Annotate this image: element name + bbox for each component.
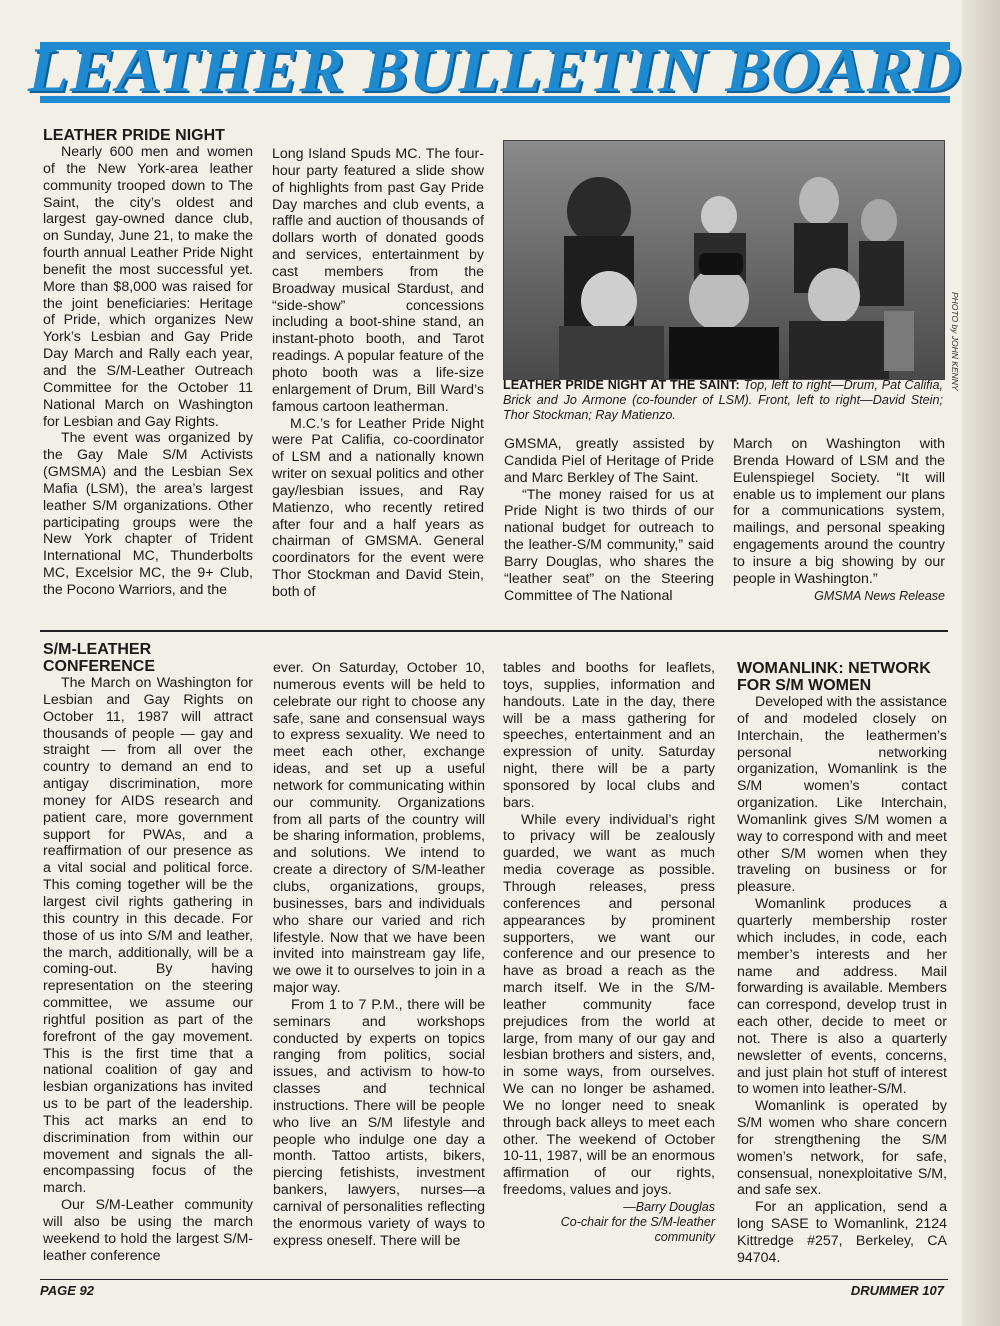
article1-col1-p2: The event was organized by the Gay Male S/M Activists (GMSMA) and the Lesbian Sex Mafia (LSM), the area’s largest leather S/M organizations. Other participating groups were the New York chapter of Trident International MC, Thunderbolts MC, Excelsior MC, the 9+ Club, the Pocono Warriors, and the [43,430,253,598]
group-photo [503,140,945,380]
article2-signature-title: Co-chair for the S/M-leather community [560,1215,715,1244]
article3-p3: Womanlink is operated by S/M women who share concern for strengthening the S/M women’s network, for safe, consensual, nonexploitative S/M, and safe sex. [737,1098,947,1199]
article2-column1 [43,641,253,1265]
article2-col3-p2: While every individual’s right to privacy will be zealously guarded, we want as much media coverage as possible. Through releases, press conferences and personal appearances by prominent supporters, we want our conference and our presence to have as broad a reach as the march itself. We in the S/M-leather community face prejudices from the world at large, from many of our gay and lesbian brothers and sisters, and, in some ways, from ourselves. We can no longer be ashamed. We no longer need to sneak through back alleys to meet each other. The weekend of October 10-11, 1987, will be an enormous affirmation of our rights, freedoms, values and joys. [503,811,715,1199]
article3-heading: WOMANLINK: NETWORK FOR S/M WOMEN [737,660,931,694]
footer-rule [40,1279,948,1280]
caption-text: Top, left to right—Drum, Pat Califia, Brick and Jo Armone (co-founder of LSM). Front, left to right—David Stein; Thor Stockman; Ray Matienzo. [503,378,943,422]
photo-credit: PHOTO by JOHN KENNY [950,292,960,391]
article1-column2 [272,146,484,601]
article2-col1-p1: The March on Washington for Lesbian and Gay Rights on October 11, 1987 will attract thousands of people — gay and straight — from all over the country to demand an end to antigay discrimination, more money for AIDS research and patient care, more government support for PWAs, and a reaffirmation of our presence as a vital social and political force. This coming together will be the largest civil rights gathering in this country in this decade. For those of us into S/M and leather, the march, additionally, will be a coming-out. By having representation on the steering committee, we assume our rightful position as part of the forefront of the gay movement. This is the first time that a national coalition of gay and lesbian organizations has invited us to be part of the leadership. This act marks an end to discrimination from within our movement and signals the all-encompassing focus of the march. [43,675,253,1197]
article2-col2-p1: ever. On Saturday, October 10, numerous events will be held to celebrate our right to choose any safe, sane and consensual ways to express sexuality. We need to meet each other, exchange ideas, and set up a useful network for communicating within our community. Organizations from all parts of the country will be sharing information, problems, and solutions. We intend to create a directory of S/M-leather clubs, organizations, groups, businesses, bars and individuals who share our varied and rich lifestyle. Now that we have been invited into mainstream gay life, we owe it to ourselves to join in a major way. [273,660,485,997]
article1-col4-p1: March on Washington with Brenda Howard of LSM and the Eulenspiegel Society. “It will enable us to implement our plans for a communications system, mailings, and personal speaking engagements around the country to insure a big showing by our people in Washington.” [733,436,945,587]
article1-signature: GMSMA News Release [814,588,945,603]
masthead [27,30,963,108]
article2-col3-p1: tables and booths for leaflets, toys, supplies, information and handouts. Late in the day, there will be a mass gathering for speeches, entertainment and an expression of unity. Saturday night, there will be a party sponsored by local clubs and bars. [503,660,715,811]
caption-bold: LEATHER PRIDE NIGHT AT THE SAINT: [503,378,740,392]
article2-column2 [273,660,485,1250]
article1-col2-p1: Long Island Spuds MC. The four-hour party featured a slide show of highlights from past Gay Pride Day marches and club events, a raffle and auction of thousands of dollars worth of donated goods and services, entertainment by cast members from the Broadway musical Stardust, and “side-show” concessions including a boot-shine stand, an instant-photo booth, and Tarot readings. A popular feature of the photo booth was a life-size enlargement of Drum, Bill Ward’s famous cartoon leatherman. [272,146,484,415]
group-photo-illustration [504,141,944,379]
article2-col1-p2: Our S/M-Leather community will also be using the march weekend to hold the largest S/M-leather conference [43,1197,253,1264]
article3-p2: Womanlink produces a quarterly membership roster which includes, in code, each member’s interests and her name and address. Mail forwarding is available. Members can correspond, develop trust in each other, decide to meet or not. There is also a quarterly newsletter of events, concerns, and just plain hot stuff of interest to women into leather-S/M. [737,896,947,1098]
article3-p1: Developed with the assistance of and modeled closely on Interchain, the leathermen’s personal networking organization, Womanlink is the S/M women’s contact organization. Like Interchain, Womanlink gives S/M women a way to correspond with and meet other S/M women when they traveling on business or for pleasure. [737,694,947,896]
article1-col2-p2: M.C.’s for Leather Pride Night were Pat Califia, co-coordinator of LSM and a nationally known writer on sexual politics and other gay/lesbian issues, and Ray Matienzo, who recently retired after four and a half years as chairman of GMSMA. General coordinators for the event were Thor Stockman and David Stein, both of [272,415,484,600]
article1-col3-p2: “The money raised for us at Pride Night is two thirds of our national budget for outreach to the leather-S/M community,” said Barry Douglas, who shares the “leather seat” on the Steering Committee of The National [504,486,714,604]
section-divider [40,630,948,632]
page-edge-shadow [962,0,1000,1326]
article1-col1-p1: Nearly 600 men and women of the New York-area leather community trooped down to The Saint, the city’s oldest and largest gay-owned dance club, on Sunday, June 21, to make the fourth annual Leather Pride Night benefit the most successful yet. More than $8,000 was raised for the joint beneficiaries: Heritage of Pride, which organizes New York’s Lesbian and Gay Pride Day March and Rally each year, and the S/M-Leather Outreach Committee for the October 11 National March on Washington for Lesbian and Gay Rights. [43,144,253,430]
masthead-title: LEATHER BULLETIN BOARD [27,34,963,105]
footer-page-number: PAGE 92 [40,1283,94,1298]
article2-heading: S/M-LEATHER CONFERENCE [43,641,156,675]
article2-col2-p2: From 1 to 7 P.M., there will be seminars and workshops conducted by experts on topics ranging from politics, social issues, and activism to how-to classes and technical instructions. There will be people who live an S/M lifestyle and people who indulge one day a month. Tattoo artists, bikers, piercing fetishists, investment bankers, lawyers, nurses—a carnival of personalities reflecting the enormous variety of ways to express oneself. There will be [273,996,485,1249]
article2-column3 [503,660,715,1245]
article1-col3-p1: GMSMA, greatly assisted by Candida Piel of Heritage of Pride and Marc Berkley of The Saint. [504,436,714,486]
article1-heading: LEATHER PRIDE NIGHT [43,127,225,144]
article1-column4 [733,436,945,604]
article1-column1 [43,127,253,599]
photo-caption [503,378,943,423]
article2-signature-name: —Barry Douglas [623,1200,715,1214]
article3-p4: For an application, send a long SASE to Womanlink, 2124 Kittredge #257, Berkeley, CA 94704. [737,1199,947,1266]
article3-column [737,660,947,1267]
article1-column3 [504,436,714,604]
footer-magazine-issue: DRUMMER 107 [850,1283,944,1298]
